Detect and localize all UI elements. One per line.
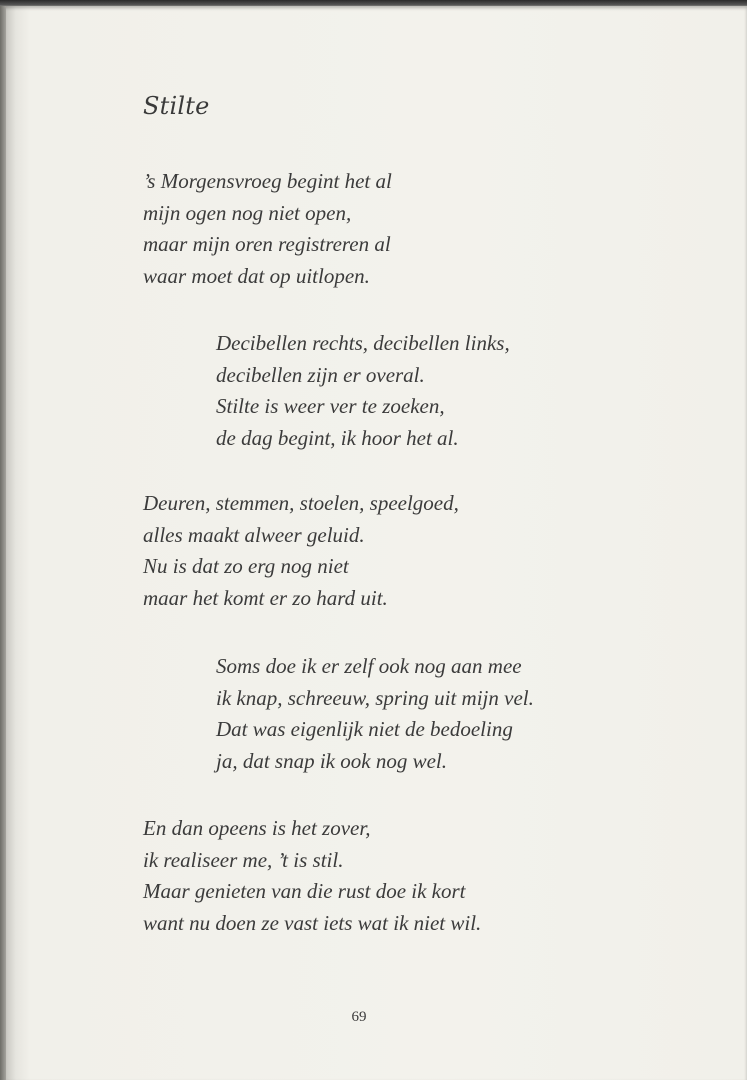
poem-line: maar het komt er zo hard uit. bbox=[143, 585, 388, 610]
poem-line: alles maakt alweer geluid. bbox=[143, 522, 365, 547]
poem-line: waar moet dat op uitlopen. bbox=[143, 263, 370, 288]
page-number: 69 bbox=[351, 1009, 367, 1025]
poem-line: ik knap, schreeuw, spring uit mijn vel. bbox=[216, 685, 534, 710]
poem-line: de dag begint, ik hoor het al. bbox=[216, 425, 459, 450]
poem-line: ’s Morgensvroeg begint het al bbox=[143, 169, 392, 193]
stanza-2 bbox=[216, 328, 510, 454]
stanza-4 bbox=[216, 651, 534, 777]
stanza-3 bbox=[143, 488, 459, 614]
poem-line: ja, dat snap ik ook nog wel. bbox=[216, 748, 447, 773]
poem-line: Deuren, stemmen, stoelen, speelgoed, bbox=[143, 491, 459, 515]
stanza-5 bbox=[143, 813, 481, 939]
poem-line: Maar genieten van die rust doe ik kort bbox=[143, 879, 466, 903]
poem-line: Dat was eigenlijk niet de bedoeling bbox=[216, 717, 513, 741]
poem-line: En dan opeens is het zover, bbox=[143, 816, 371, 840]
poem-line: decibellen zijn er overal. bbox=[216, 362, 425, 387]
poem-line: Decibellen rechts, decibellen links, bbox=[216, 331, 510, 355]
poem-title: Stilte bbox=[143, 92, 210, 120]
poem-line: Soms doe ik er zelf ook nog aan mee bbox=[216, 654, 522, 678]
poem-line: Nu is dat zo erg nog niet bbox=[143, 554, 349, 578]
book-spine-shadow bbox=[0, 6, 6, 1080]
poem-line: want nu doen ze vast iets wat ik niet wil. bbox=[143, 910, 482, 935]
stanza-1 bbox=[143, 166, 392, 292]
poem-line: maar mijn oren registreren al bbox=[143, 232, 391, 256]
poem-line: mijn ogen nog niet open, bbox=[143, 200, 352, 225]
poem-line: ik realiseer me, ’t is stil. bbox=[143, 847, 344, 872]
poem-line: Stilte is weer ver te zoeken, bbox=[216, 394, 445, 418]
